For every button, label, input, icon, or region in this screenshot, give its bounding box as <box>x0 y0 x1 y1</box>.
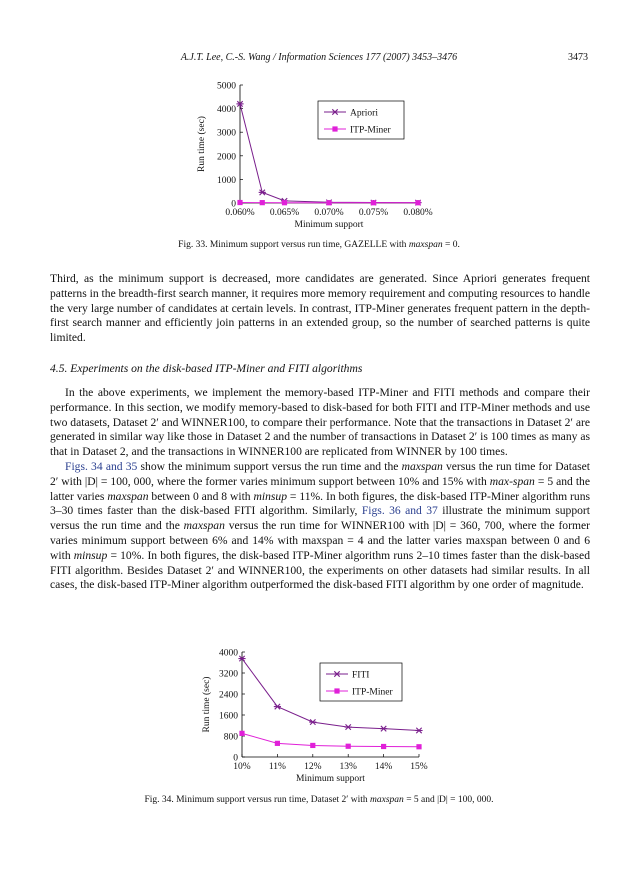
legend-label: FITI <box>352 670 370 681</box>
x-tick-label: 0.065% <box>269 208 300 218</box>
figure-link[interactable]: Figs. 34 and 35 <box>65 460 138 473</box>
data-point <box>416 744 421 749</box>
figure-33-chart <box>190 74 450 236</box>
x-tick-label: 0.060% <box>225 208 255 218</box>
data-point <box>275 741 280 746</box>
legend-label: Apriori <box>350 108 378 119</box>
y-axis-label: Run time (sec) <box>202 676 212 733</box>
y-axis-label: Run time (sec) <box>197 116 207 172</box>
paragraph-3: Figs. 34 and 35 show the minimum support versus the run time and the maxspan versus the run time for Dataset 2′ with |D| = 100, 000, where the former varies minimum support between 10% and 15% with max-span = 5 and the latter varies maxspan between 0 and 8 with minsup = 11%. In both figures, the disk-based ITP-Miner algorithm runs 3–30 times faster than the disk-based FITI algorithm. Similarly, Figs. 36 and 37 illustrate the minimum support versus the run time and the maxspan versus the run time for WINNER100 with |D| = 360, 700, where the former varies minimum support between 6% and 14% with maxspan = 4 and the latter varies maxspan between 0 and 6 with minsup = 10%. In both figures, the disk-based ITP-Miner algorithm runs 2–10 times faster than the disk-based FITI algorithm. Besides Dataset 2′ and WINNER100, the experiments on other datasets had similar results. In all cases, the disk-based ITP-Miner algorithm outperformed the disk-based FITI algorithm by one order of magnitude. <box>50 460 591 592</box>
series-line-itp-miner <box>242 733 419 746</box>
y-tick-label: 2000 <box>217 152 236 163</box>
y-tick-label: 0 <box>233 753 238 764</box>
running-head-title: A.J.T. Lee, C.-S. Wang / Information Sciences 177 (2007) 3453–3476 <box>180 52 458 63</box>
legend-label: ITP-Miner <box>352 687 393 698</box>
page-number: 3473 <box>568 52 588 63</box>
x-tick-label: 0.070% <box>314 208 344 218</box>
data-point <box>371 200 376 205</box>
figure-34-chart <box>195 643 445 791</box>
data-point <box>309 719 316 724</box>
running-head <box>0 52 638 66</box>
legend-label: ITP-Miner <box>350 125 391 136</box>
data-point <box>381 744 386 749</box>
data-point <box>239 731 244 736</box>
data-point <box>237 200 242 205</box>
x-tick-label: 12% <box>304 762 322 772</box>
data-point <box>310 743 315 748</box>
x-tick-label: 14% <box>374 762 393 772</box>
y-tick-label: 1000 <box>217 175 236 186</box>
x-axis-label: Minimum support <box>296 774 365 784</box>
legend-marker <box>332 126 337 131</box>
data-point <box>274 704 281 709</box>
data-point <box>345 724 352 729</box>
figure-link[interactable]: Figs. 36 and 37 <box>361 504 438 518</box>
figure-34-caption: Fig. 34. Minimum support versus run time, Dataset 2′ with maxspan = 5 and |D| = 100, 000. <box>144 795 494 805</box>
y-tick-label: 4000 <box>219 648 238 659</box>
data-point <box>380 726 387 731</box>
section-heading: 4.5. Experiments on the disk-based ITP-Miner and FITI algorithms <box>50 362 363 375</box>
data-point <box>282 200 287 205</box>
figure-33-caption: Fig. 33. Minimum support versus run time, GAZELLE with maxspan = 0. <box>178 240 460 250</box>
paragraph-1: Third, as the minimum support is decreased, more candidates are generated. Since Apriori generates frequent patterns in the breadth-first search manner, it requires more memory requirement and computing resources to handle the very large number of candidates at certain levels. In contrast, ITP-Miner generates frequent pattern in the depth-first search manner and efficiently join patterns in an extended group, so the number of searched patterns is quite limited. <box>50 272 590 345</box>
x-tick-label: 11% <box>268 762 286 772</box>
y-tick-label: 3000 <box>217 128 236 139</box>
data-point <box>415 200 420 205</box>
paragraph-2: In the above experiments, we implement the memory-based ITP-Miner and FITI methods and compare their performance. In this section, we modify memory-based to disk-based for both FITI and ITP-Miner methods and use two datasets, Dataset 2′ and WINNER100, to compare their performance. Note that the transactions in Dataset 2′ are generated in similar way like those in Dataset 2 and the number of transactions in Dataset 2′ is 100 times as many as that in Dataset 2, and the transactions in WINNER100 are replicated from WINNER by 100 times. <box>50 386 590 459</box>
y-tick-label: 1600 <box>219 711 238 722</box>
data-point <box>260 200 265 205</box>
legend-marker <box>334 688 339 693</box>
y-tick-label: 5000 <box>217 81 236 92</box>
data-point <box>415 728 422 733</box>
y-tick-label: 800 <box>223 732 238 743</box>
y-tick-label: 0 <box>231 199 236 210</box>
x-tick-label: 13% <box>339 762 357 772</box>
x-tick-label: 0.075% <box>358 208 389 218</box>
y-tick-label: 2400 <box>219 690 238 701</box>
x-tick-label: 0.080% <box>403 208 433 218</box>
x-tick-label: 10% <box>233 762 251 772</box>
x-tick-label: 15% <box>410 762 428 772</box>
y-tick-label: 3200 <box>219 669 238 680</box>
x-axis-label: Minimum support <box>294 220 364 230</box>
y-tick-label: 4000 <box>217 105 236 116</box>
data-point <box>346 744 351 749</box>
data-point <box>326 200 331 205</box>
